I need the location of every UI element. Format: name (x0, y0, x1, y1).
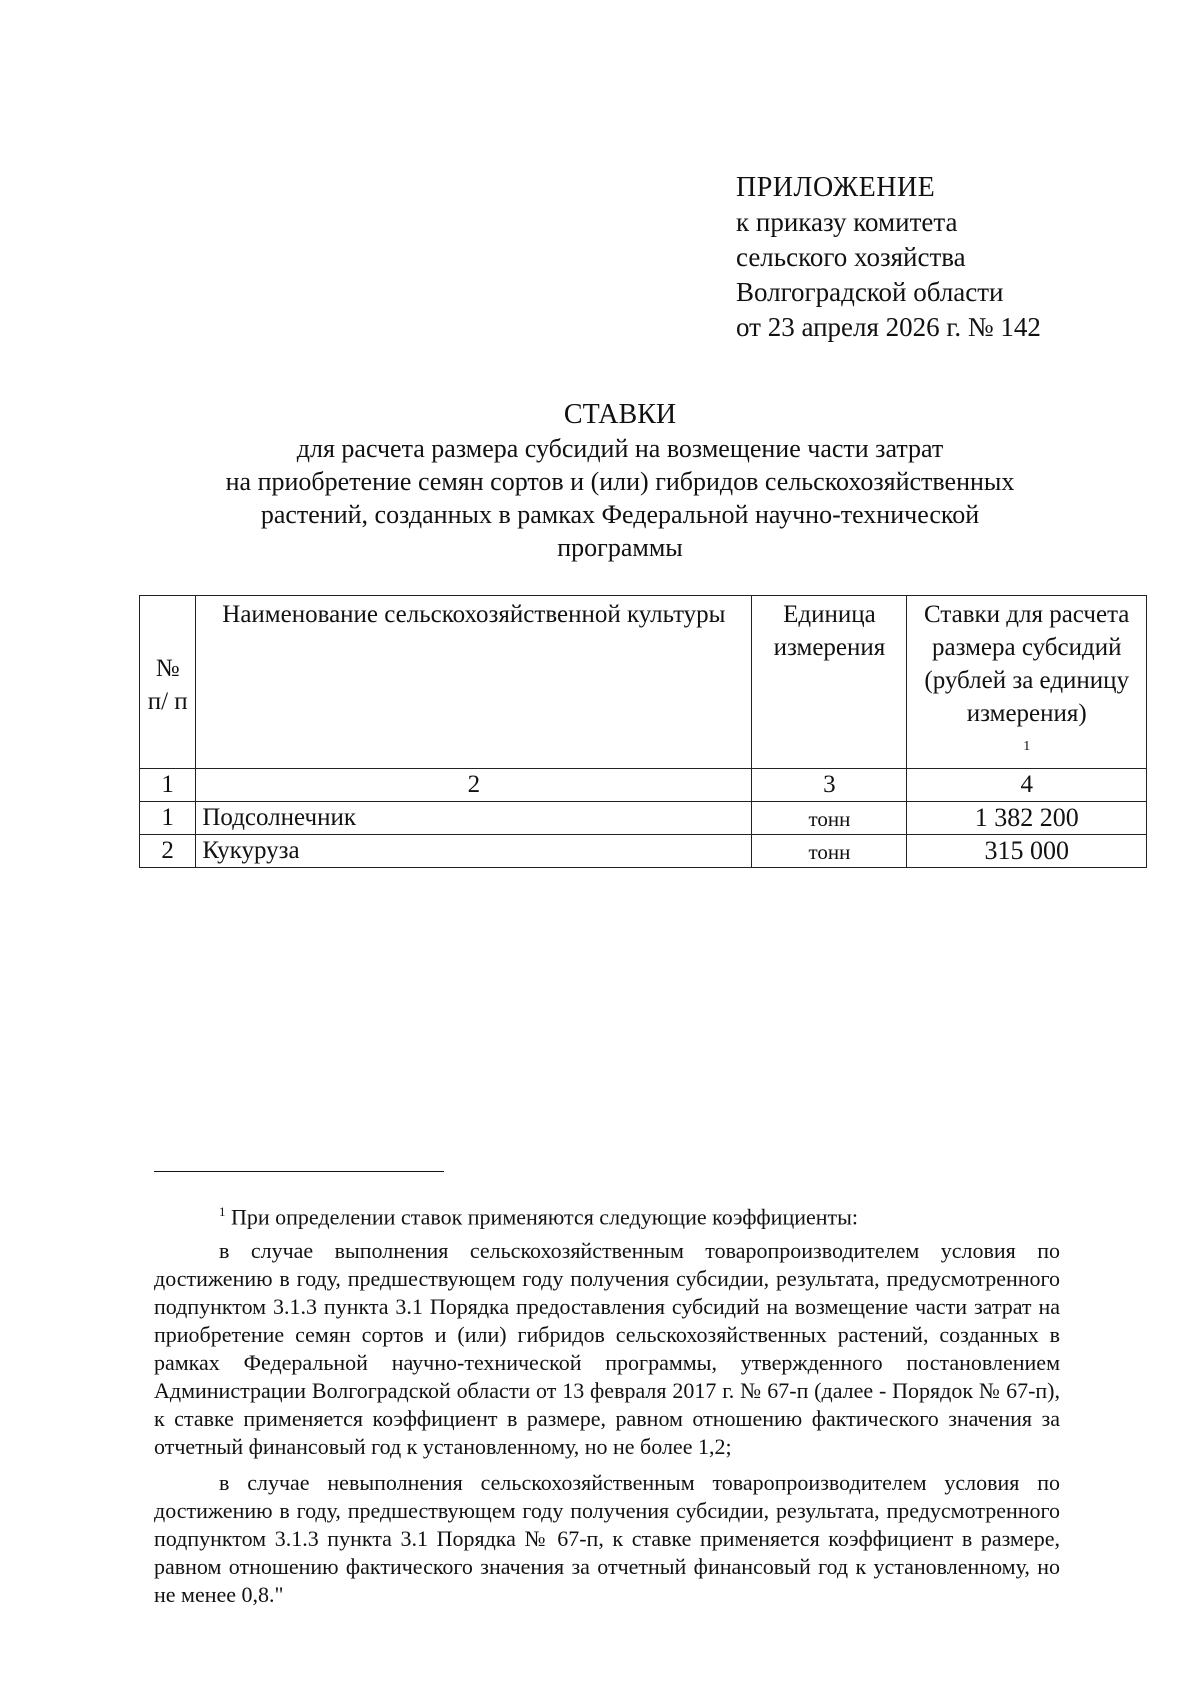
subtitle-line-3: растений, созданных в рамках Федеральной научно-технической (260, 500, 980, 529)
document-subtitle (120, 432, 1120, 564)
index-cell: 1 (140, 769, 196, 802)
row-crop-name: Подсолнечник (196, 802, 752, 835)
appendix-line-4: от 23 апреля 2026 г. № 142 (736, 312, 1041, 342)
header-rate-text: Ставки для расчета размера субсидий (рублей за единицу измерения) (924, 601, 1130, 727)
subtitle-line-1: для расчета размера субсидий на возмещение части затрат (296, 434, 944, 463)
document-title: СТАВКИ (563, 399, 677, 430)
appendix-line-1: к приказу комитета (736, 207, 958, 237)
index-cell: 3 (752, 769, 907, 802)
header-crop-name: Наименование сельскохозяйственной культуры (196, 596, 752, 769)
footnote-mark: 1 (219, 1204, 226, 1219)
row-crop-name: Кукуруза (196, 835, 752, 868)
row-rate: 315 000 (907, 835, 1147, 868)
table-row (140, 802, 1147, 835)
row-num: 2 (140, 835, 196, 868)
index-cell: 2 (196, 769, 752, 802)
table-row (140, 835, 1147, 868)
header-rate (907, 596, 1147, 769)
footnote-intro (154, 1198, 1060, 1231)
footnote-intro-text: При определении ставок применяются следующие коэффициенты: (231, 1204, 859, 1230)
appendix-line-2: сельского хозяйства (736, 242, 966, 272)
appendix-heading: ПРИЛОЖЕНИЕ (736, 172, 936, 203)
footnote-paragraph-1: в случае выполнения сельскохозяйственным товаропроизводителем условия по достижению в году, предшествующем году получения субсидии, результата, предусмотренного подпунктом 3.1.3 пункта 3.1 Порядка предоставления субсидий на возмещение части затрат на приобретение семян сортов и (или) гибридов сельскохозяйственных растений, созданных в рамках Федеральной научно-технической программы, утвержденного постановлением Администрации Волгоградской области от 13 февраля 2017 г. № 67-п (далее - Порядок № 67-п), к ставке применяется коэффициент в размере, равном отношению фактического значения за отчетный финансовый год к установленному, но не более 1,2; (154, 1238, 1060, 1460)
footnote-paragraph-2: в случае невыполнения сельскохозяйственным товаропроизводителем условия по достижению в году, предшествующем году получения субсидии, результата, предусмотренного подпунктом 3.1.3 пункта 3.1 Порядка № 67-п, к ставке применяется коэффициент в размере, равном отношению фактического значения за отчетный финансовый год к установленному, но не менее 0,8." (154, 1470, 1060, 1608)
row-num: 1 (140, 802, 196, 835)
header-num: № п/ п (140, 596, 196, 769)
subtitle-line-4: программы (557, 533, 683, 562)
header-rate-footnote-mark: 1 (1023, 739, 1031, 754)
row-unit: тонн (752, 835, 907, 868)
row-rate: 1 382 200 (907, 802, 1147, 835)
index-cell: 4 (907, 769, 1147, 802)
appendix-line-3: Волгоградской области (736, 277, 1004, 307)
row-unit: тонн (752, 802, 907, 835)
subtitle-line-2: на приобретение семян сортов и (или) гибридов сельскохозяйственных (225, 467, 1015, 496)
table-header-row (140, 596, 1147, 769)
header-unit: Единица измерения (752, 596, 907, 769)
appendix-block (736, 170, 1041, 345)
footnote (154, 1198, 1060, 1609)
rates-table (139, 595, 1147, 868)
table-index-row (140, 769, 1147, 802)
footnote-divider (154, 1171, 444, 1172)
